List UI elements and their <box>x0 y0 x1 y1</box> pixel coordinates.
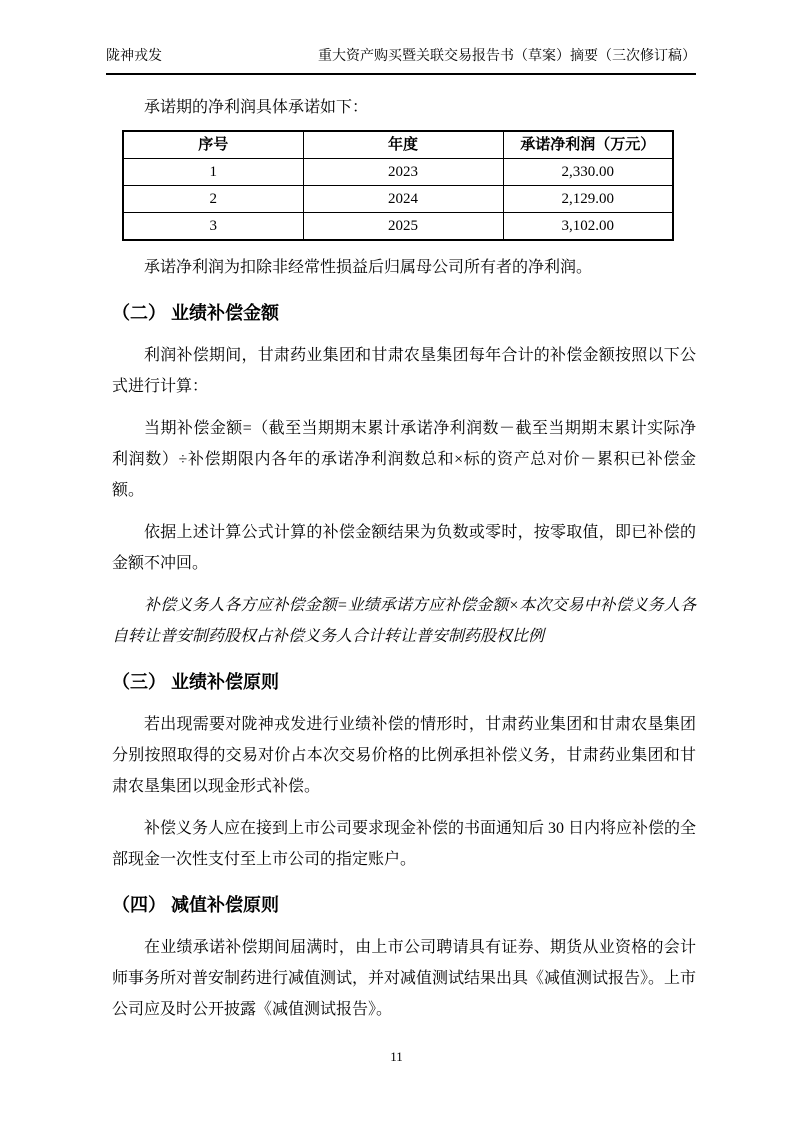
col-header-profit: 承诺净利润（万元） <box>503 131 673 159</box>
table-row <box>123 159 673 186</box>
paragraph: 补偿义务人应在接到上市公司要求现金补偿的书面通知后 30 日内将应补偿的全部现金一次性支付至上市公司的指定账户。 <box>112 820 697 868</box>
cell-serial: 1 <box>123 159 303 186</box>
formula-paragraph-italic: 补偿义务人各方应补偿金额=业绩承诺方应补偿金额×本次交易中补偿义务人各自转让普安制药股权占补偿义务人合计转让普安制药股权比例 <box>112 597 696 645</box>
intro-paragraph: 承诺期的净利润具体承诺如下： <box>144 99 369 116</box>
document-body <box>112 92 696 1025</box>
page-number: 11 <box>390 1049 403 1064</box>
section-heading-3: （三） 业绩补偿原则 <box>112 672 280 692</box>
net-profit-commitment-table <box>122 130 674 241</box>
formula-paragraph: 当期补偿金额=（截至当期期末累计承诺净利润数－截至当期期末累计实际净利润数）÷补偿期限内各年的承诺净利润数总和×标的资产总对价－累积已补偿金额。 <box>112 420 696 499</box>
cell-serial: 2 <box>123 186 303 213</box>
col-header-serial: 序号 <box>123 131 303 159</box>
table-row <box>123 213 673 241</box>
cell-profit: 2,330.00 <box>503 159 673 186</box>
header-report-title: 重大资产购买暨关联交易报告书（草案）摘要（三次修订稿） <box>318 49 696 64</box>
cell-profit: 2,129.00 <box>503 186 673 213</box>
cell-year: 2023 <box>303 159 503 186</box>
cell-serial: 3 <box>123 213 303 241</box>
col-header-year: 年度 <box>303 131 503 159</box>
running-header <box>106 46 696 75</box>
cell-year: 2024 <box>303 186 503 213</box>
cell-year: 2025 <box>303 213 503 241</box>
section-heading-4: （四） 减值补偿原则 <box>112 895 280 915</box>
section-heading-2: （二） 业绩补偿金额 <box>112 303 280 323</box>
paragraph: 若出现需要对陇神戎发进行业绩补偿的情形时，甘肃药业集团和甘肃农垦集团分别按照取得的交易对价占本次交易价格的比例承担补偿义务，甘肃药业集团和甘肃农垦集团以现金形式补偿。 <box>112 716 696 795</box>
note-paragraph: 承诺净利润为扣除非经常性损益后归属母公司所有者的净利润。 <box>144 259 593 276</box>
table-row <box>123 186 673 213</box>
header-company-name: 陇神戎发 <box>106 49 162 64</box>
table-header-row <box>123 131 673 159</box>
paragraph: 依据上述计算公式计算的补偿金额结果为负数或零时，按零取值，即已补偿的金额不冲回。 <box>112 524 696 572</box>
paragraph: 利润补偿期间，甘肃药业集团和甘肃农垦集团每年合计的补偿金额按照以下公式进行计算： <box>112 347 696 395</box>
cell-profit: 3,102.00 <box>503 213 673 241</box>
paragraph: 在业绩承诺补偿期间届满时，由上市公司聘请具有证券、期货从业资格的会计师事务所对普安制药进行减值测试，并对减值测试结果出具《减值测试报告》。上市公司应及时公开披露《减值测试报告》。 <box>112 939 697 1018</box>
